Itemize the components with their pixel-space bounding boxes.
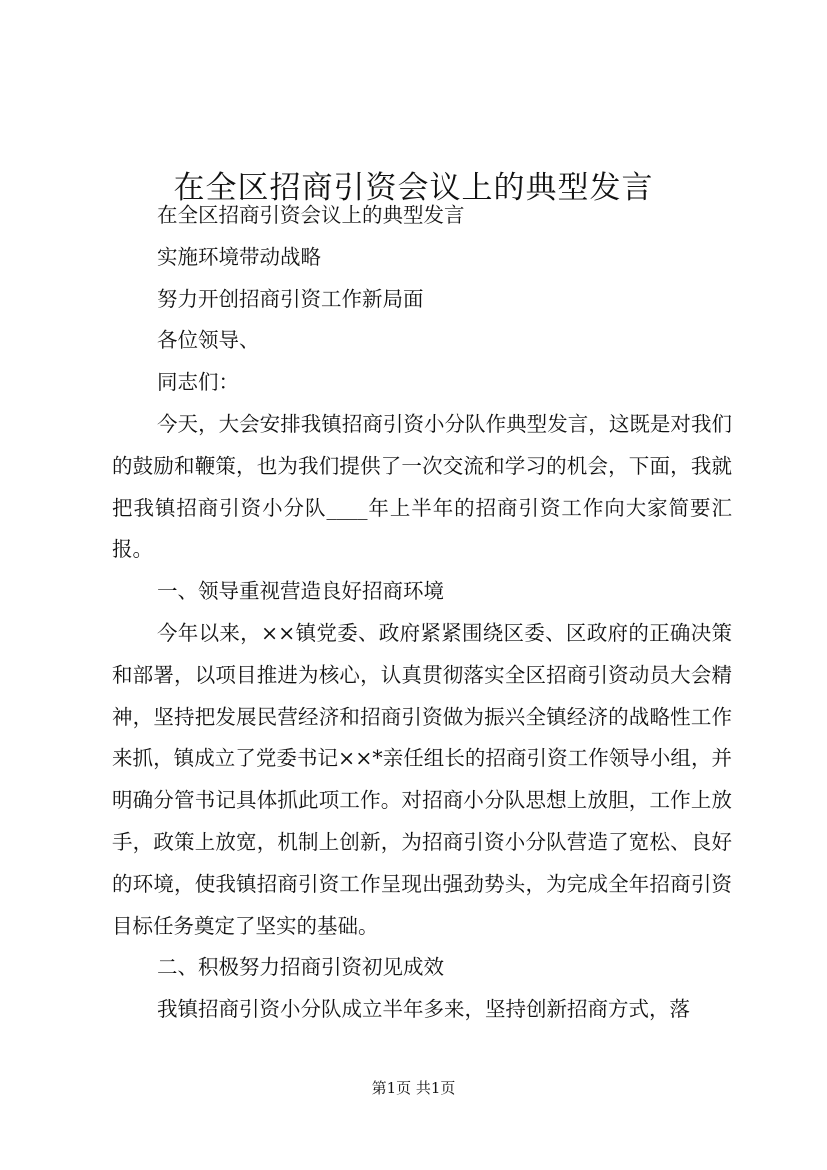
page-footer: 第1页 共1页 xyxy=(371,1079,456,1097)
paragraph: 我镇招商引资小分队成立半年多来，坚持创新招商方式，落 xyxy=(157,997,690,1022)
section-heading: 一、领导重视营造良好招商环境 xyxy=(157,579,444,604)
section-heading: 二、积极努力招商引资初见成效 xyxy=(157,955,444,980)
paragraph: 同志们： xyxy=(157,370,239,395)
paragraph: 今天，大会安排我镇招商引资小分队作典型发言，这既是对我们的鼓励和鞭策，也为我们提供了一次交流和学习的机会，下面，我就把我镇招商引资小分队____年上半年的招商引资工作向大家简要汇报。 xyxy=(112,411,732,562)
document-body xyxy=(112,195,732,1031)
paragraph: 努力开创招商引资工作新局面 xyxy=(157,286,424,311)
document-title: 在全区招商引资会议上的典型发言 xyxy=(173,169,654,206)
paragraph: 实施环境带动战略 xyxy=(157,244,321,269)
paragraph: 各位领导、 xyxy=(157,328,260,353)
paragraph: 今年以来，××镇党委、政府紧紧围绕区委、区政府的正确决策和部署，以项目推进为核心，认真贯彻落实全区招商引资动员大会精神，坚持把发展民营经济和招商引资做为振兴全镇经济的战略性工作来抓，镇成立了党委书记××*亲任组长的招商引资工作领导小组，并明确分管书记具体抓此项工作。对招商小分队思想上放胆，工作上放手，政策上放宽，机制上创新，为招商引资小分队营造了宽松、良好的环境，使我镇招商引资工作呈现出强劲势头，为完成全年招商引资目标任务奠定了坚实的基础。 xyxy=(112,620,732,938)
paragraph: 在全区招商引资会议上的典型发言 xyxy=(157,203,465,227)
